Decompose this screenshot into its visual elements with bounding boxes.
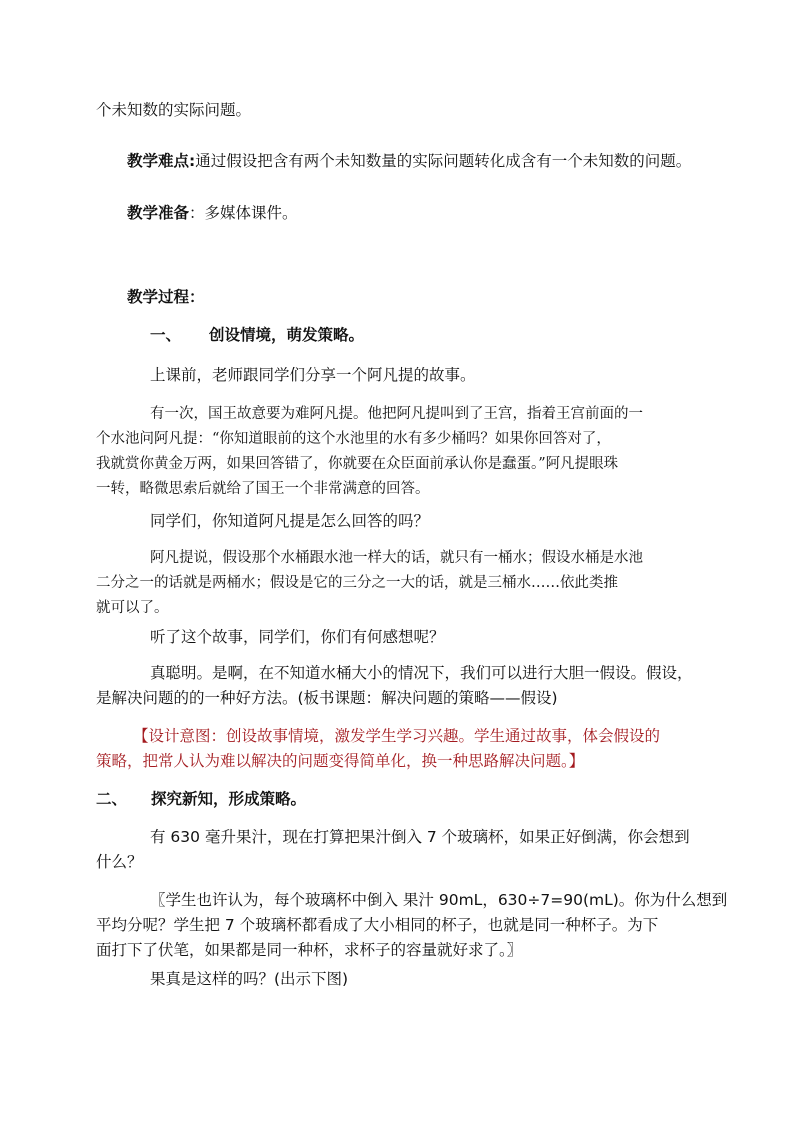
answer-line: 就可以了。 (96, 600, 169, 616)
juice-line: 什么？ (96, 853, 143, 871)
story-line: 一转，略微思索后就给了国王一个非常满意的回答。 (96, 481, 430, 497)
difficulty-text: 通过假设把含有两个未知数量的实际问题转化成含有一个未知数的问题。 (195, 152, 692, 170)
intro-paragraph: 上课前，老师跟同学们分享一个阿凡提的故事。 (150, 366, 476, 384)
juice-line: 有 630 毫升果汁，现在打算把果汁倒入 7 个玻璃杯，如果正好倒满，你会想到 (150, 828, 690, 846)
smart-line: 是解决问题的的一种好方法。(板书课题：解决问题的策略——假设) (96, 689, 558, 707)
process-title: 教学过程： (127, 288, 205, 306)
section1-title: 创设情境，萌发策略。 (209, 326, 365, 344)
section2-heading (96, 787, 306, 812)
question1-paragraph: 同学们，你知道阿凡提是怎么回答的吗？ (150, 512, 430, 530)
design-line: 策略，把常人认为难以解决的问题变得简单化，换一种思路解决问题。】 (96, 752, 585, 770)
preparation-paragraph (127, 201, 298, 226)
answer-line: 阿凡提说，假设那个水桶跟水池一样大的话，就只有一桶水；假设水桶是水池 (150, 550, 643, 566)
answer-line: 二分之一的话就是两桶水；假设是它的三分之一大的话，就是三桶水……依此类推 (96, 575, 618, 591)
section2-number: 二、 (96, 790, 128, 808)
story-line: 我就赏你黄金万两，如果回答错了，你就要在众臣面前承认你是蠢蛋。”阿凡提眼珠 (96, 456, 619, 472)
student-line: 面打下了伏笔，如果都是同一种杯，求杯子的容量就好求了。〗 (96, 941, 523, 959)
difficulty-colon: : (189, 152, 196, 170)
section1-heading (150, 323, 364, 348)
preparation-label: 教学准备 (127, 204, 190, 222)
question2-paragraph: 听了这个故事，同学们，你们有何感想呢？ (150, 628, 445, 646)
line-top: 个未知数的实际问题。 (96, 101, 252, 119)
student-line: 〖学生也许认为，每个玻璃杯中倒入 果汁 90mL，630÷7=90(mL)。你为什么想到 (150, 891, 728, 909)
preparation-text: ：多媒体课件。 (189, 204, 298, 222)
story-line: 有一次，国王故意要为难阿凡提。他把阿凡提叫到了王宫，指着王宫前面的一 (150, 406, 643, 422)
show-paragraph: 果真是这样的吗？(出示下图) (150, 970, 349, 988)
section1-number: 一、 (150, 326, 182, 344)
smart-line: 真聪明。是啊，在不知道水桶大小的情况下，我们可以进行大胆一假设。假设， (150, 664, 693, 682)
student-line: 平均分呢？学生把 7 个玻璃杯都看成了大小相同的杯子，也就是同一种杯子。为下 (96, 916, 659, 934)
design-line: 【设计意图：创设故事情境，激发学生学习兴趣。学生通过故事，体会假设的 (133, 727, 661, 745)
difficulty-paragraph (127, 149, 691, 174)
section2-title: 探究新知，形成策略。 (151, 790, 307, 808)
story-line: 个水池问阿凡提：“你知道眼前的这个水池里的水有多少桶吗？如果你回答对了， (96, 431, 611, 447)
difficulty-label: 教学难点 (127, 152, 190, 170)
